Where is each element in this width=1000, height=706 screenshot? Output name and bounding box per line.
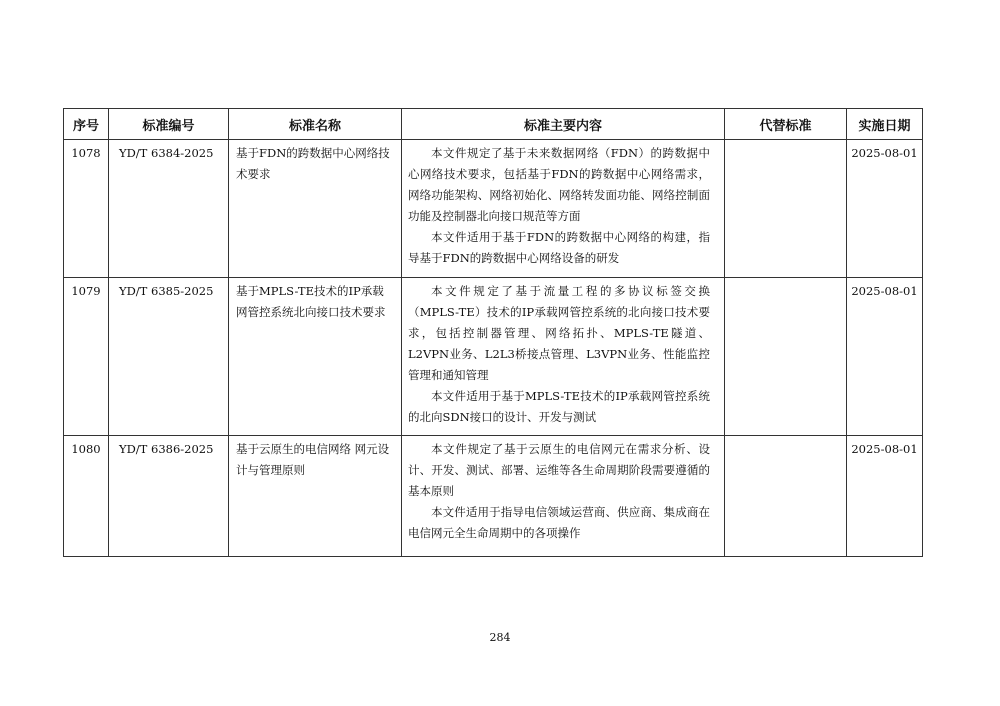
- content-paragraph: 本文件规定了基于云原生的电信网元在需求分析、设计、开发、测试、部署、运维等各生命周期阶段需要遵循的基本原则: [408, 442, 710, 498]
- content-paragraph: 本文件适用于基于MPLS-TE技术的IP承载网管控系统的北向SDN接口的设计、开发与测试: [408, 389, 710, 424]
- cell-code: YD/T 6386-2025: [109, 436, 229, 557]
- header-replaces: 代替标准: [725, 109, 847, 140]
- cell-content: [402, 278, 725, 436]
- cell-date: 2025-08-01: [847, 436, 923, 557]
- cell-code: YD/T 6385-2025: [109, 278, 229, 436]
- cell-no: 1078: [64, 140, 109, 278]
- cell-name: 基于FDN的跨数据中心网络技术要求: [229, 140, 402, 278]
- content-paragraph: 本文件规定了基于未来数据网络（FDN）的跨数据中心网络技术要求，包括基于FDN的跨数据中心网络需求，网络功能架构、网络初始化、网络转发面功能、网络控制面功能及控制器北向接口规范等方面: [408, 146, 710, 223]
- table-header-row: [64, 109, 923, 140]
- content-paragraph: 本文件适用于基于FDN的跨数据中心网络的构建，指导基于FDN的跨数据中心网络设备的研发: [408, 230, 710, 265]
- standards-table: [63, 108, 923, 557]
- table-row: [64, 140, 923, 278]
- cell-name: 基于MPLS-TE技术的IP承载网管控系统北向接口技术要求: [229, 278, 402, 436]
- table-row: [64, 436, 923, 557]
- cell-replaces: [725, 140, 847, 278]
- cell-no: 1079: [64, 278, 109, 436]
- cell-code: YD/T 6384-2025: [109, 140, 229, 278]
- cell-content: [402, 140, 725, 278]
- header-date: 实施日期: [847, 109, 923, 140]
- table-row: [64, 278, 923, 436]
- content-paragraph: 本文件适用于指导电信领域运营商、供应商、集成商在电信网元全生命周期中的各项操作: [408, 505, 710, 540]
- header-name: 标准名称: [229, 109, 402, 140]
- page-number: 284: [489, 631, 511, 644]
- cell-no: 1080: [64, 436, 109, 557]
- cell-replaces: [725, 278, 847, 436]
- cell-content: [402, 436, 725, 557]
- cell-date: 2025-08-01: [847, 140, 923, 278]
- header-no: 序号: [64, 109, 109, 140]
- header-content: 标准主要内容: [402, 109, 725, 140]
- cell-replaces: [725, 436, 847, 557]
- header-code: 标准编号: [109, 109, 229, 140]
- content-paragraph: 本文件规定了基于流量工程的多协议标签交换（MPLS-TE）技术的IP承载网管控系统的北向接口技术要求，包括控制器管理、网络拓扑、MPLS-TE隧道、L2VPN业务、L2L3桥接点管理、L3VPN业务、性能监控管理和通知管理: [408, 284, 710, 382]
- cell-name: 基于云原生的电信网络 网元设计与管理原则: [229, 436, 402, 557]
- cell-date: 2025-08-01: [847, 278, 923, 436]
